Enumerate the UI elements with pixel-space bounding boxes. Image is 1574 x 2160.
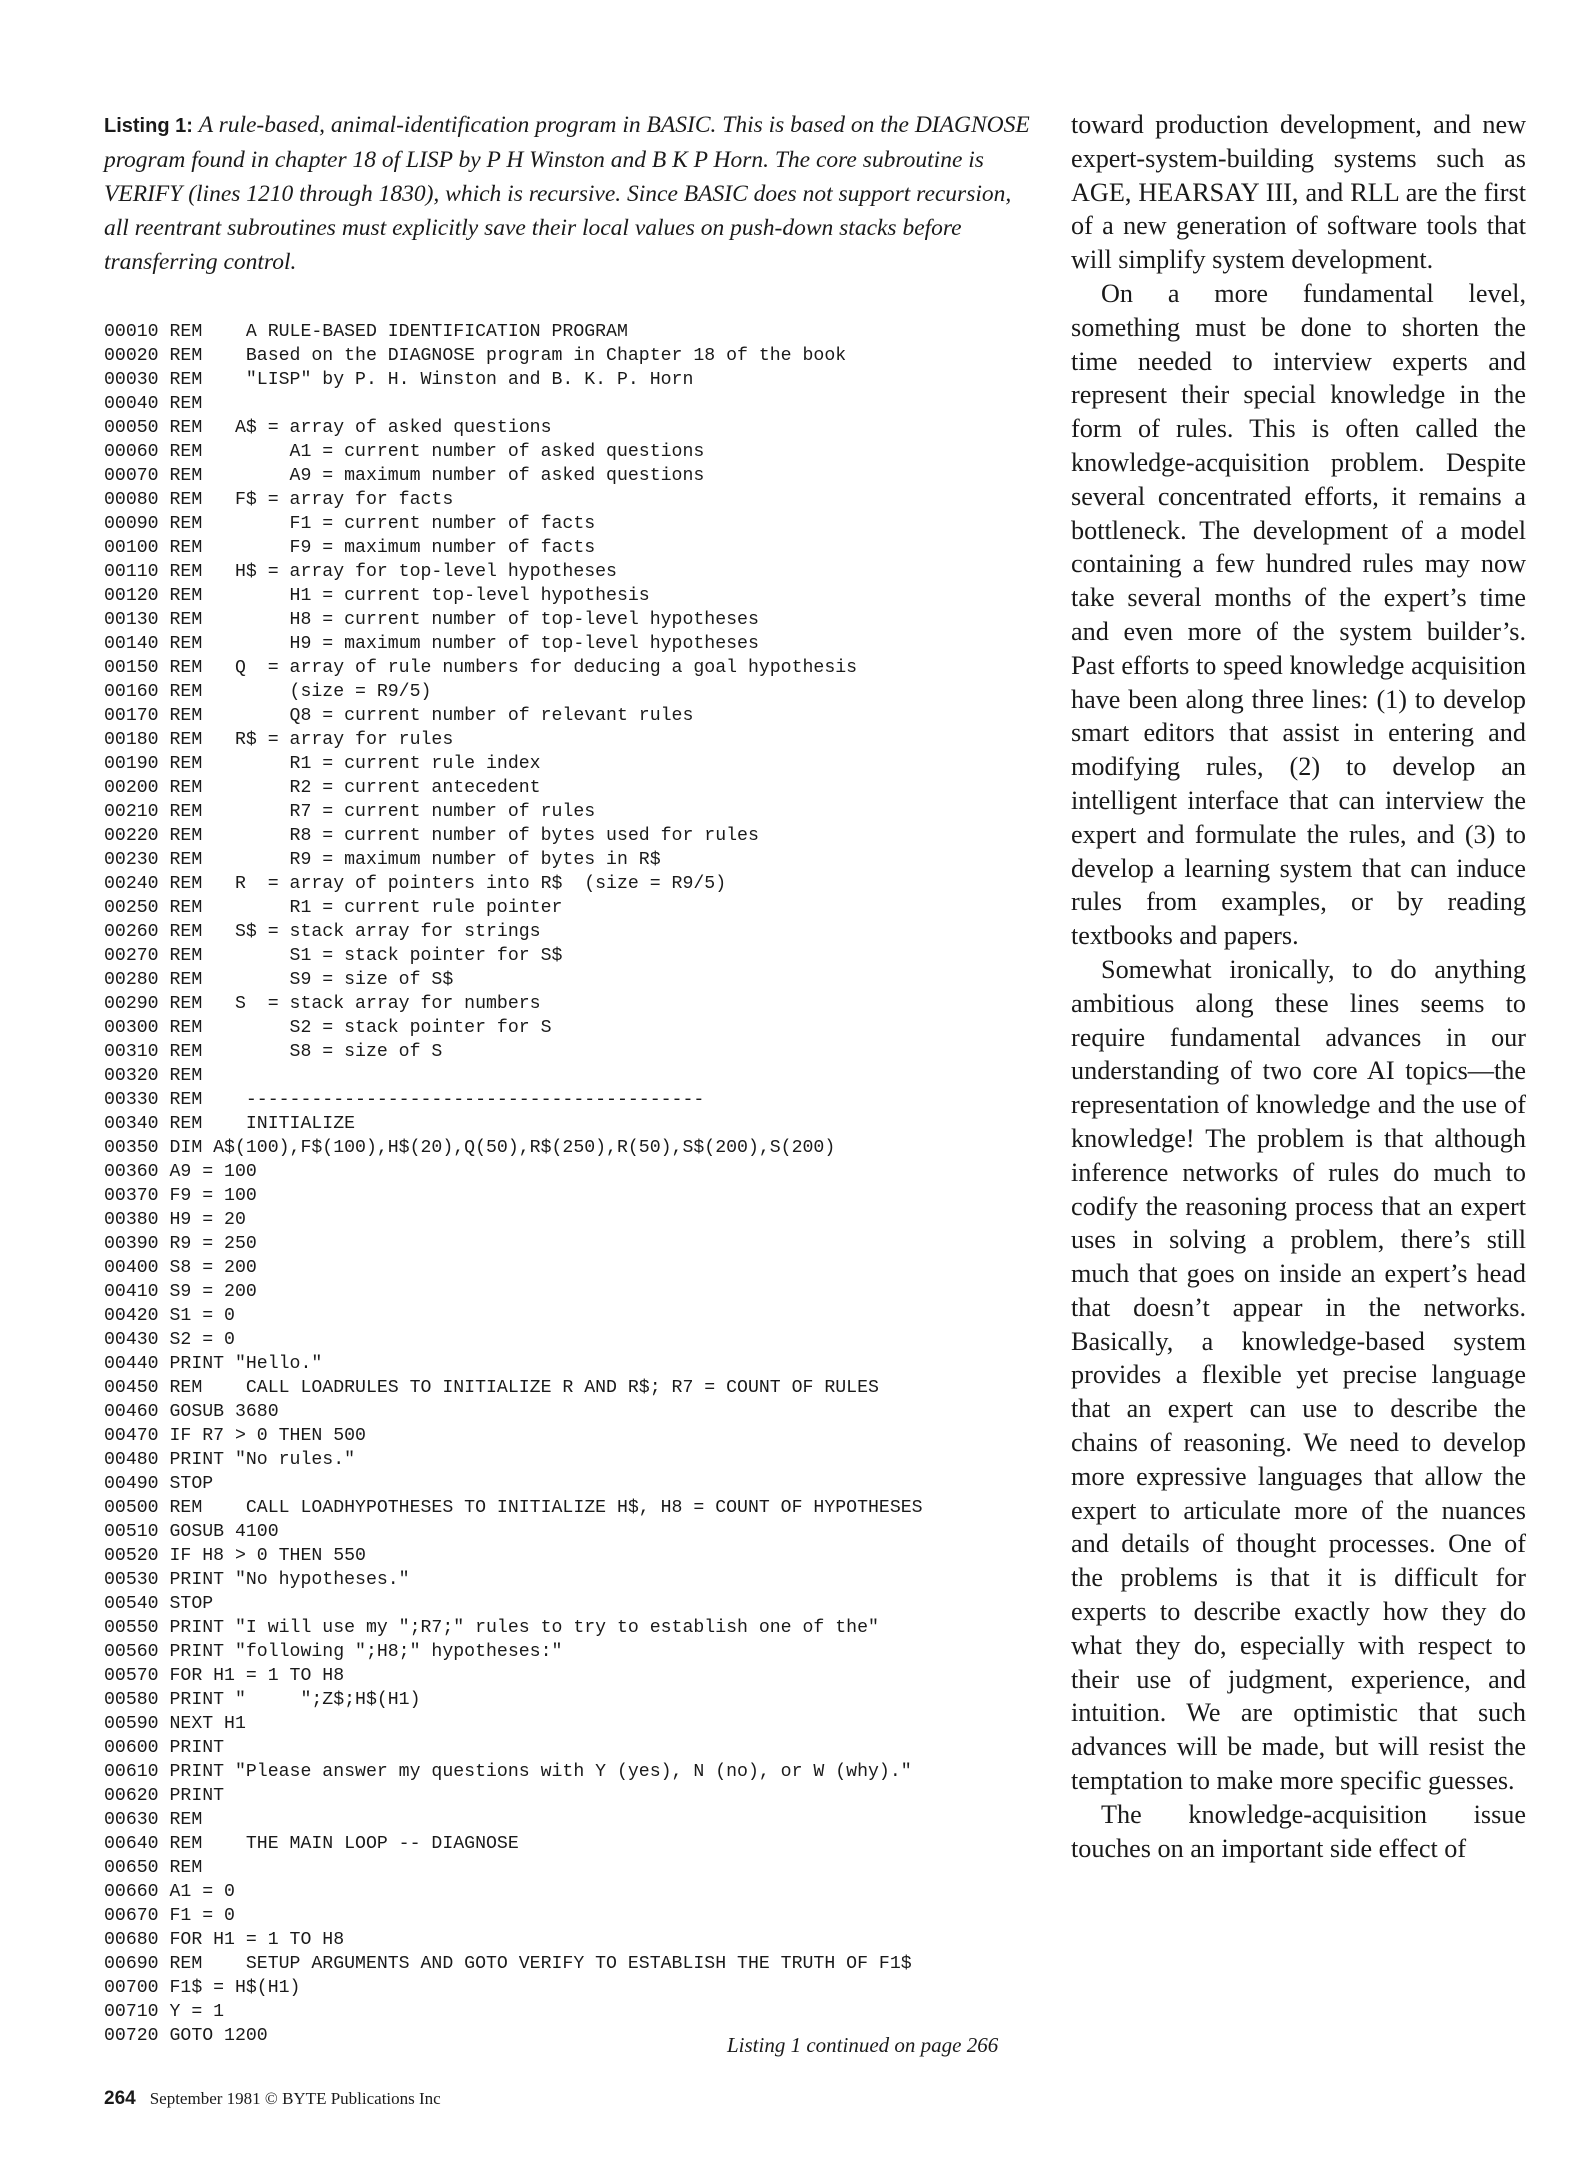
article-column	[1071, 108, 1526, 1865]
code-line: 00110 REM H$ = array for top-level hypotheses	[104, 562, 617, 582]
code-line: 00210 REM R7 = current number of rules	[104, 802, 596, 822]
code-line: 00140 REM H9 = maximum number of top-level hypotheses	[104, 634, 759, 654]
code-line: 00350 DIM A$(100),F$(100),H$(20),Q(50),R$(250),R(50),S$(200),S(200)	[104, 1138, 836, 1158]
code-line: 00500 REM CALL LOADHYPOTHESES TO INITIALIZE H$, H8 = COUNT OF HYPOTHESES	[104, 1498, 923, 1518]
code-line: 00370 F9 = 100	[104, 1186, 257, 1206]
code-line: 00090 REM F1 = current number of facts	[104, 514, 596, 534]
code-line: 00720 GOTO 1200	[104, 2026, 268, 2046]
code-line: 00170 REM Q8 = current number of relevant rules	[104, 706, 694, 726]
body-paragraph: Somewhat ironically, to do anything ambitious along these lines seems to require fundamental advances in our understanding of two core AI topics—the representation of knowledge and the use of knowledge! The problem is that although inference networks of rules do much to codify the reasoning process that an expert uses in solving a problem, there’s still much that goes on inside an expert’s head that doesn’t appear in the networks. Basically, a knowledge-based system provides a flexible yet precise language that an expert can use to describe the chains of reasoning. We need to develop more expressive languages that allow the expert to articulate more of the nuances and details of thought processes. One of the problems is that it is difficult for experts to describe exactly how they do what they do, especially with respect to their use of judgment, experience, and intuition. We are optimistic that such advances will be made, but will resist the temptation to make more specific guesses.	[1071, 954, 1526, 1796]
code-line: 00280 REM S9 = size of S$	[104, 970, 454, 990]
code-line: 00660 A1 = 0	[104, 1882, 235, 1902]
code-line: 00100 REM F9 = maximum number of facts	[104, 538, 596, 558]
body-paragraph: The knowledge-acquisition issue touches on an important side effect of	[1071, 1799, 1526, 1863]
code-line: 00490 STOP	[104, 1474, 214, 1494]
code-line: 00050 REM A$ = array of asked questions	[104, 418, 552, 438]
code-line: 00070 REM A9 = maximum number of asked questions	[104, 466, 705, 486]
code-line: 00540 STOP	[104, 1594, 214, 1614]
code-line: 00290 REM S = stack array for numbers	[104, 994, 541, 1014]
code-line: 00650 REM	[104, 1858, 203, 1878]
page-number: 264	[104, 2088, 136, 2109]
code-line: 00380 H9 = 20	[104, 1210, 246, 1230]
code-line: 00120 REM H1 = current top-level hypothesis	[104, 586, 650, 606]
code-line: 00330 REM ------------------------------------------	[104, 1090, 705, 1110]
code-line: 00010 REM A RULE-BASED IDENTIFICATION PROGRAM	[104, 322, 628, 342]
code-line: 00060 REM A1 = current number of asked questions	[104, 442, 705, 462]
code-line: 00610 PRINT "Please answer my questions with Y (yes), N (no), or W (why)."	[104, 1762, 912, 1782]
code-line: 00300 REM S2 = stack pointer for S	[104, 1018, 552, 1038]
code-line: 00480 PRINT "No rules."	[104, 1450, 356, 1470]
code-line: 00560 PRINT "following ";H8;" hypotheses:"	[104, 1642, 563, 1662]
code-line: 00420 S1 = 0	[104, 1306, 235, 1326]
code-line: 00250 REM R1 = current rule pointer	[104, 898, 563, 918]
code-line: 00340 REM INITIALIZE	[104, 1114, 356, 1134]
code-line: 00220 REM R8 = current number of bytes used for rules	[104, 826, 759, 846]
caption-text: A rule-based, animal-identification program in BASIC. This is based on the DIAGNOSE program found in chapter 18 of LISP by P H Winston and B K P Horn. The core subroutine is VERIFY (lines 1210 through 1830), which is recursive. Since BASIC does not support recursion, all reentrant subroutines must explicitly save their local values on push-down stacks before transferring control.	[104, 112, 1030, 275]
code-line: 00020 REM Based on the DIAGNOSE program in Chapter 18 of the book	[104, 346, 847, 366]
code-line: 00390 R9 = 250	[104, 1234, 257, 1254]
code-line: 00400 S8 = 200	[104, 1258, 257, 1278]
code-line: 00200 REM R2 = current antecedent	[104, 778, 541, 798]
code-line: 00700 F1$ = H$(H1)	[104, 1978, 301, 1998]
code-line: 00670 F1 = 0	[104, 1906, 235, 1926]
code-line: 00310 REM S8 = size of S	[104, 1042, 443, 1062]
caption-label: Listing 1:	[104, 115, 193, 137]
code-line: 00600 PRINT	[104, 1738, 225, 1758]
code-line: 00550 PRINT "I will use my ";R7;" rules to try to establish one of the"	[104, 1618, 879, 1638]
code-line: 00260 REM S$ = stack array for strings	[104, 922, 541, 942]
body-paragraph: toward production development, and new expert-system-building systems such as AGE, HEARSAY III, and RLL are the first of a new generation of software tools that will simplify system development.	[1071, 110, 1526, 275]
code-line: 00690 REM SETUP ARGUMENTS AND GOTO VERIFY TO ESTABLISH THE TRUTH OF F1$	[104, 1954, 912, 1974]
code-line: 00590 NEXT H1	[104, 1714, 246, 1734]
code-line: 00160 REM (size = R9/5)	[104, 682, 432, 702]
code-line: 00270 REM S1 = stack pointer for S$	[104, 946, 563, 966]
code-line: 00190 REM R1 = current rule index	[104, 754, 541, 774]
code-line: 00450 REM CALL LOADRULES TO INITIALIZE R AND R$; R7 = COUNT OF RULES	[104, 1378, 879, 1398]
page-footer	[104, 2087, 441, 2111]
code-line: 00150 REM Q = array of rule numbers for deducing a goal hypothesis	[104, 658, 858, 678]
code-line: 00430 S2 = 0	[104, 1330, 235, 1350]
code-line: 00130 REM H8 = current number of top-level hypotheses	[104, 610, 759, 630]
code-line: 00240 REM R = array of pointers into R$ (size = R9/5)	[104, 874, 727, 894]
code-line: 00410 S9 = 200	[104, 1282, 257, 1302]
code-line: 00080 REM F$ = array for facts	[104, 490, 454, 510]
code-line: 00040 REM	[104, 394, 203, 414]
code-line: 00440 PRINT "Hello."	[104, 1354, 323, 1374]
code-line: 00180 REM R$ = array for rules	[104, 730, 454, 750]
body-paragraph: On a more fundamental level, something must be done to shorten the time needed to interview experts and represent their special knowledge in the form of rules. This is often called the knowledge-acquisition problem. Despite several concentrated efforts, it remains a bottleneck. The development of a model containing a few hundred rules may now take several months of the expert’s time and even more of the system builder’s. Past efforts to speed knowledge acquisition have been along three lines: (1) to develop smart editors that assist in entering and modifying rules, (2) to develop an intelligent interface that can interview the expert and formulate the rules, and (3) to develop a learning system that can induce rules from examples, or by reading textbooks and papers.	[1071, 278, 1526, 951]
code-line: 00570 FOR H1 = 1 TO H8	[104, 1666, 345, 1686]
code-line: 00530 PRINT "No hypotheses."	[104, 1570, 410, 1590]
code-listing	[104, 320, 1064, 2048]
code-line: 00580 PRINT " ";Z$;H$(H1)	[104, 1690, 421, 1710]
code-line: 00510 GOSUB 4100	[104, 1522, 279, 1542]
listing-caption	[104, 108, 1034, 279]
code-line: 00230 REM R9 = maximum number of bytes in R$	[104, 850, 661, 870]
code-line: 00360 A9 = 100	[104, 1162, 257, 1182]
code-line: 00460 GOSUB 3680	[104, 1402, 279, 1422]
code-line: 00640 REM THE MAIN LOOP -- DIAGNOSE	[104, 1834, 519, 1854]
footer-text: September 1981 © BYTE Publications Inc	[149, 2089, 441, 2108]
code-line: 00620 PRINT	[104, 1786, 225, 1806]
code-line: 00320 REM	[104, 1066, 203, 1086]
code-line: 00470 IF R7 > 0 THEN 500	[104, 1426, 366, 1446]
code-line: 00680 FOR H1 = 1 TO H8	[104, 1930, 345, 1950]
code-line: 00520 IF H8 > 0 THEN 550	[104, 1546, 366, 1566]
continued-note: Listing 1 continued on page 266	[727, 2033, 999, 2057]
code-line: 00630 REM	[104, 1810, 203, 1830]
code-line: 00030 REM "LISP" by P. H. Winston and B. K. P. Horn	[104, 370, 694, 390]
code-line: 00710 Y = 1	[104, 2002, 225, 2022]
